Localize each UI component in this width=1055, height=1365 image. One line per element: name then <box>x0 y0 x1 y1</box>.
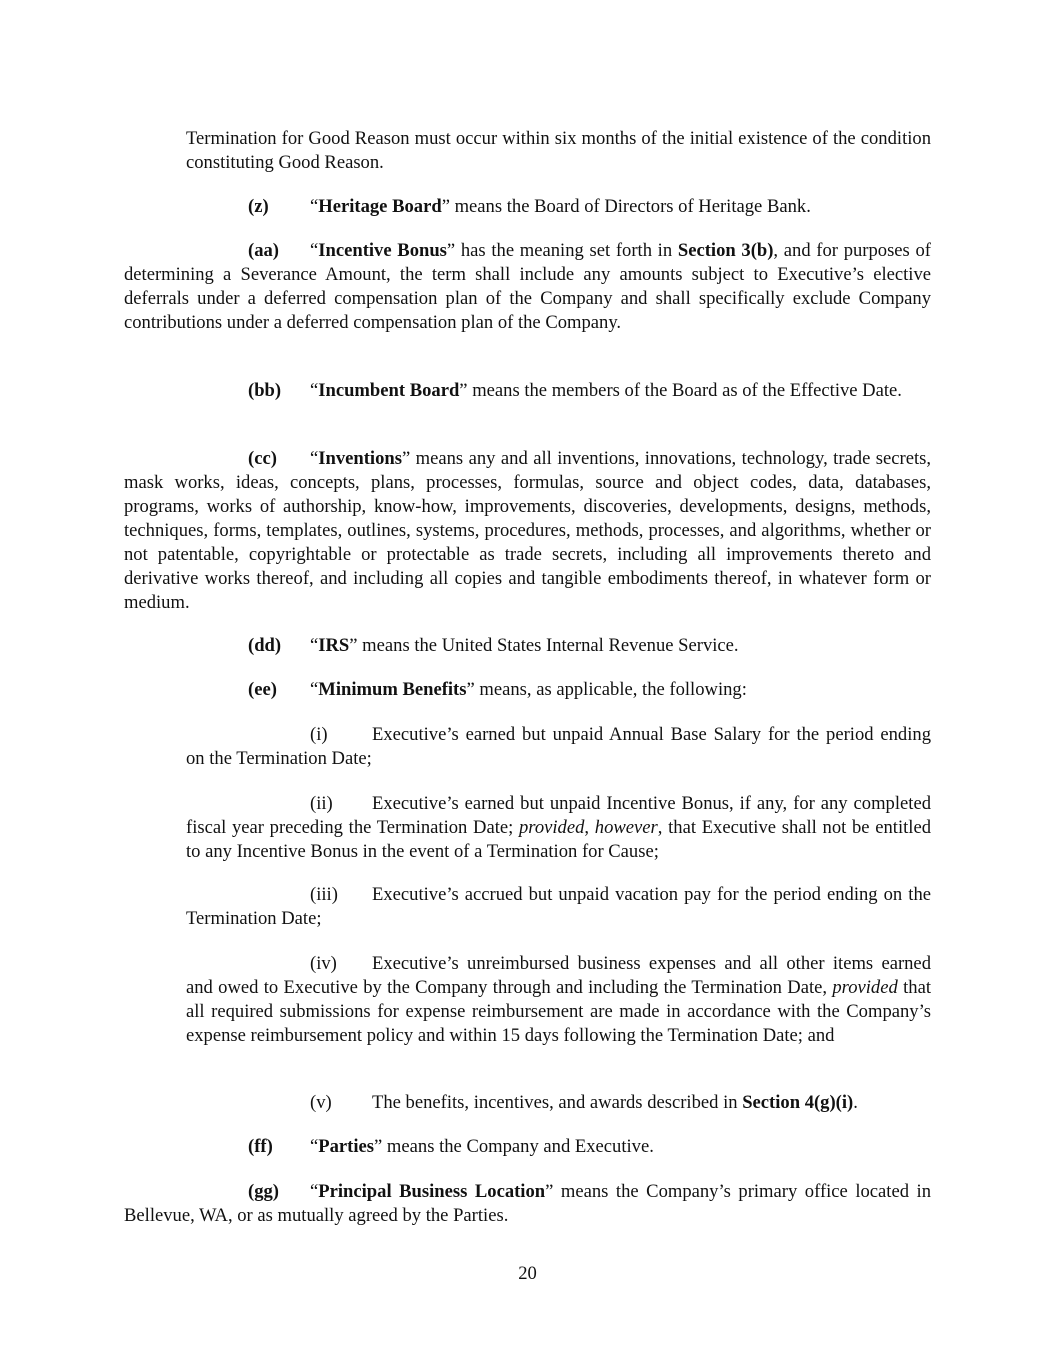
section-label: (dd) <box>248 635 282 656</box>
emphasis-text: however <box>594 817 658 838</box>
body-text: “ <box>310 380 319 401</box>
emphasis-text: provided <box>519 817 585 838</box>
section-label: (bb) <box>248 380 282 401</box>
section-label: (ii) <box>310 793 333 814</box>
body-text: “ <box>310 1181 319 1202</box>
section-label: (cc) <box>248 448 277 469</box>
body-text: “ <box>310 635 319 656</box>
body-text: Executive’s accrued but unpaid vacation pay for the period ending on the Termination Date; <box>186 884 931 929</box>
body-text: ” means the Board of Directors of Heritage Bank. <box>441 196 811 217</box>
body-text: ” means the members of the Board as of the Effective Date. <box>459 380 902 401</box>
defined-term: IRS <box>318 635 350 656</box>
body-text: , <box>584 817 595 838</box>
body-text: . <box>853 1092 858 1113</box>
paragraph-item-i <box>186 723 931 771</box>
defined-term: Principal Business Location <box>318 1181 546 1202</box>
defined-term: Minimum Benefits <box>318 679 467 700</box>
body-text: The benefits, incentives, and awards described in <box>372 1092 743 1113</box>
paragraph-p-good-reason-cont <box>186 127 931 175</box>
paragraph-def-ff <box>124 1135 931 1159</box>
page-number: 20 <box>518 1263 537 1284</box>
body-text: ” means the Company and Executive. <box>374 1136 654 1157</box>
paragraph-item-iii <box>186 883 931 931</box>
defined-term: Heritage Board <box>318 196 442 217</box>
defined-term: Incumbent Board <box>318 380 460 401</box>
body-text: ” means, as applicable, the following: <box>466 679 747 700</box>
section-label: (i) <box>310 724 328 745</box>
defined-term: Parties <box>318 1136 375 1157</box>
paragraph-item-v <box>186 1091 931 1115</box>
body-text: “ <box>310 240 319 261</box>
paragraph-def-z <box>124 195 931 219</box>
body-text: ” means the United States Internal Revenue Service. <box>349 635 739 656</box>
section-label: (ee) <box>248 679 277 700</box>
body-text: ” means the Company’s primary office located in Bellevue, WA, or as mutually agreed by the Parties. <box>124 1181 931 1226</box>
section-label: (aa) <box>248 240 279 261</box>
emphasis-text: provided <box>832 977 898 998</box>
section-label: (iii) <box>310 884 338 905</box>
body-text: , that Executive shall not be entitled to any Incentive Bonus in the event of a Termination for Cause; <box>186 817 932 862</box>
body-text: that all required submissions for expense reimbursement are made in accordance with the Company’s expense reimbursement policy and within 15 days following the Termination Date; and <box>186 977 931 1046</box>
body-text: Termination for Good Reason must occur within six months of the initial existence of the condition constituting Good Reason. <box>186 128 931 173</box>
paragraph-def-gg <box>124 1180 931 1228</box>
paragraph-def-dd <box>124 634 931 658</box>
body-text: Executive’s unreimbursed business expenses and all other items earned and owed to Executive by the Company through and including the Termination Date, <box>186 953 931 998</box>
section-label: (gg) <box>248 1181 279 1202</box>
body-text: “ <box>310 448 319 469</box>
body-text: Executive’s earned but unpaid Incentive Bonus, if any, for any completed fiscal year preceding the Termination Date; <box>186 793 931 838</box>
body-text: “ <box>310 1136 319 1157</box>
paragraph-def-cc <box>124 447 931 615</box>
section-label: (iv) <box>310 953 337 974</box>
body-text: “ <box>310 196 319 217</box>
section-label: (ff) <box>248 1136 273 1157</box>
body-text: “ <box>310 679 319 700</box>
body-text: Executive’s earned but unpaid Annual Base Salary for the period ending on the Termination Date; <box>186 724 931 769</box>
defined-term: Incentive Bonus <box>318 240 447 261</box>
defined-term: Section 4(g)(i) <box>742 1092 854 1113</box>
paragraph-def-aa <box>124 239 931 335</box>
section-label: (v) <box>310 1092 332 1113</box>
paragraph-item-iv <box>186 952 931 1048</box>
defined-term: Section 3(b) <box>677 240 774 261</box>
defined-term: Inventions <box>318 448 402 469</box>
body-text: ” means any and all inventions, innovations, technology, trade secrets, mask works, ideas, concepts, plans, processes, formulas, source and object codes, data, databases, programs, works of authorship, know-how, improvements, discoveries, developments, designs, methods, techniques, forms, templates, outlines, systems, procedures, methods, processes, and algorithms, whether or not patentable, copyrightable or protectable as trade secrets, including all improvements thereto and derivative works thereof, and including all copies and tangible embodiments thereof, in whatever form or medium. <box>124 448 931 613</box>
section-label: (z) <box>248 196 269 217</box>
body-text: ” has the meaning set forth in <box>446 240 678 261</box>
body-text: , and for purposes of determining a Severance Amount, the term shall include any amounts subject to Executive’s elective deferrals under a deferred compensation plan of the Company and shall specifically exclude Company contributions under a deferred compensation plan of the Company. <box>124 240 931 333</box>
paragraph-def-bb <box>124 379 931 403</box>
paragraph-item-ii <box>186 792 931 864</box>
paragraph-def-ee <box>124 678 931 702</box>
